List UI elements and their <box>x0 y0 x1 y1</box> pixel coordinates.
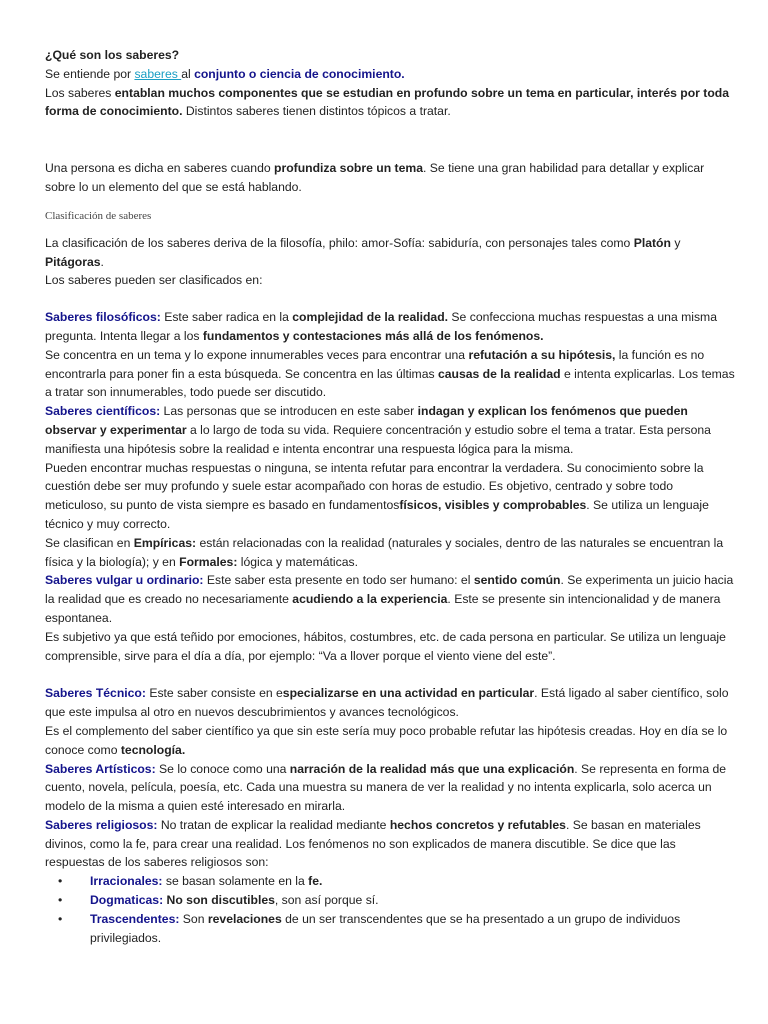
text-run: Son <box>179 911 208 926</box>
bold-run: fe. <box>308 874 323 889</box>
text-run: . Se representa en forma de cuento, novela, película, poesía, etc. Cada una muestra su manera de ver la realidad y no intenta explicarla, solo acerca un modelo de la misma a quien esté interesado en mirarla. <box>45 761 727 814</box>
bold-run: specializarse en una actividad en particular <box>282 686 535 701</box>
text-run: se basan solamente en la <box>162 874 309 889</box>
text-run: , son así porque sí. <box>274 893 379 908</box>
text-run: a lo largo de toda su vida. Requiere concentración y estudio sobre el tema a tratar. Esta persona manifiesta una hipótesis sobre la realidad e intenta encontrar una respuesta lógica para la misma. <box>45 422 711 456</box>
bold-run: sentido común <box>473 573 561 588</box>
cientificos-paragraph-2 <box>45 459 735 534</box>
clasificacion-paragraph <box>45 234 735 272</box>
text-run: La clasificación de los saberes deriva de la filosofía, philo: amor-Sofía: sabiduría, con personajes tales como <box>45 235 634 250</box>
text-run: . Se tiene una gran habilidad para detallar y explicar sobre lo un elemento del que se está hablando. <box>45 161 705 194</box>
text-run: Este saber radica en la <box>160 310 293 325</box>
bullet-label: Trascendentes: <box>90 911 180 926</box>
religiosos-paragraph <box>45 816 735 872</box>
text-run: Este saber consiste en e <box>145 686 283 701</box>
text-run: . Se utiliza un lenguaje técnico y muy correcto. <box>45 498 709 531</box>
tecnico-paragraph <box>45 684 735 722</box>
vulgar-paragraph <box>45 571 735 627</box>
text-run: . Se basan en materiales divinos, como la fe, para crear una realidad. Los fenómenos no son explicados de manera discutible. Se dice que las respuestas de los saberes religiosos son: <box>45 817 701 870</box>
bold-run: narración de la realidad más que una explicación <box>289 761 575 776</box>
artisticos-paragraph <box>45 760 735 816</box>
religiosos-label: Saberes religiosos: <box>45 817 158 832</box>
tecnico-paragraph-2 <box>45 722 735 760</box>
text-run: . Se experimenta un juicio hacia la realidad que es creado no necesariamente <box>45 573 734 607</box>
bold-run: indagan y explican los fenómenos que pueden observar y experimentar <box>45 404 688 437</box>
bold-run: Pitágoras <box>45 254 101 269</box>
cientificos-paragraph-3 <box>45 534 735 572</box>
bold-run: causas de la realidad <box>437 366 561 381</box>
bold-run: Formales: <box>179 554 238 569</box>
bold-run: Platón <box>633 235 671 250</box>
text-run: Se clasifican en <box>45 535 134 550</box>
text-run: lógica y matemáticas. <box>237 554 358 569</box>
text-run: Se lo conoce como una <box>155 761 290 776</box>
text-run: la función es no encontrarla para poner fin a esta búsqueda. Se concentra en las últimas <box>45 347 705 381</box>
text-run: . Está ligado al saber científico, solo que este impulsa al otro en nuevos descubrimientos y avances tecnológicos. <box>45 686 729 720</box>
saberes-link[interactable]: saberes <box>134 66 182 81</box>
text-run: Se entiende por <box>45 66 135 81</box>
text-run: Pueden encontrar muchas respuestas o ninguna, se intenta refutar para encontrar la verdadera. Su conocimiento sobre la cuestión debe ser muy profundo y suele estar acompañado con horas de estudio. Es objetivo, centrado y sobre todo meticuloso, su punto de vista siempre es basado en fundamentos <box>45 460 704 513</box>
list-item <box>45 891 735 910</box>
text-run: No tratan de explicar la realidad mediante <box>157 817 390 832</box>
list-item <box>45 910 735 948</box>
bullet-icon: • <box>58 911 63 926</box>
bold-run: Empíricas: <box>133 535 197 550</box>
intro-paragraph <box>45 84 735 122</box>
text-run: Distintos saberes tienen distintos tópicos a tratar. <box>182 104 451 119</box>
bold-run: entablan muchos componentes que se estudian en profundo sobre un tema en particular, interés por toda forma de conocimiento. <box>45 85 729 119</box>
bold-run: físicos, visibles y comprobables <box>399 498 587 513</box>
vulgar-label: Saberes vulgar u ordinario: <box>45 573 204 588</box>
text-run: al <box>181 66 195 81</box>
clasificacion-intro: Los saberes pueden ser clasificados en: <box>45 273 263 288</box>
persona-paragraph <box>45 159 735 197</box>
bold-run: No son discutibles <box>166 893 275 908</box>
tecnico-label: Saberes Técnico: <box>45 686 146 701</box>
cientificos-paragraph <box>45 402 735 458</box>
vulgar-paragraph-2: Es subjetivo ya que está teñido por emociones, hábitos, costumbres, etc. de cada persona en particular. Se utiliza un lenguaje comprensible, sirve para el día a día, por ejemplo: “Va a llover porque el viento viene del este”. <box>45 629 726 663</box>
bullet-icon: • <box>58 893 63 908</box>
text-run: e intenta explicarlas. Los temas a tratar son innumerables, todo puede ser discutido. <box>45 366 735 400</box>
cientificos-label: Saberes científicos: <box>45 404 161 419</box>
artisticos-label: Saberes Artísticos: <box>45 761 156 776</box>
text-run: . Este se presente sin intencionalidad y de manera espontanea. <box>45 592 721 625</box>
filosoficos-label: Saberes filosóficos: <box>45 310 161 325</box>
list-item <box>45 872 735 891</box>
text-run: Se concentra en un tema y lo expone innumerables veces para encontrar una <box>45 347 469 362</box>
filosoficos-paragraph-2 <box>45 346 735 402</box>
text-run: . <box>100 254 104 269</box>
article-body <box>45 46 735 947</box>
bold-run: profundiza sobre un tema <box>274 161 423 176</box>
bullet-label: Irracionales: <box>90 874 163 889</box>
text-run: Es el complemento del saber científico ya que sin este sería muy poco probable refutar las hipótesis creadas. Hoy en día se lo conoce como <box>45 723 728 757</box>
filosoficos-paragraph <box>45 308 735 346</box>
text-run: Las personas que se introducen en este saber <box>160 404 418 419</box>
text-run: Se confecciona muchas respuestas a una misma pregunta. Intenta llegar a los <box>45 310 717 343</box>
clasificacion-heading: Clasificación de saberes <box>45 209 152 222</box>
bold-run: acudiendo a la experiencia <box>292 592 448 607</box>
text-run: Una persona es dicha en saberes cuando <box>45 161 275 176</box>
bold-run: revelaciones <box>207 911 282 926</box>
religiosos-list <box>45 872 735 947</box>
intro-definition <box>45 65 735 84</box>
bold-run: fundamentos y contestaciones más allá de los fenómenos. <box>202 328 544 343</box>
definition-bold: conjunto o ciencia de conocimiento. <box>194 66 405 81</box>
text-run: Este saber esta presente en todo ser humano: el <box>203 573 474 588</box>
bold-run: tecnología. <box>120 742 186 757</box>
text-run: están relacionadas con la realidad (naturales y sociales, dentro de las naturales se encuentran la física y la biología); y en <box>45 535 724 569</box>
bullet-icon: • <box>58 874 63 889</box>
intro-heading: ¿Qué son los saberes? <box>45 48 180 62</box>
text-run: y <box>670 235 681 250</box>
text-run: Los saberes <box>45 85 115 100</box>
bold-run: hechos concretos y refutables <box>389 817 566 832</box>
bold-run: complejidad de la realidad. <box>292 310 449 325</box>
text-run: de un ser transcendentes que se ha presentado a un grupo de individuos privilegiados. <box>90 911 681 945</box>
bullet-label: Dogmaticas: <box>90 893 164 908</box>
bold-run: refutación a su hipótesis, <box>468 347 616 362</box>
